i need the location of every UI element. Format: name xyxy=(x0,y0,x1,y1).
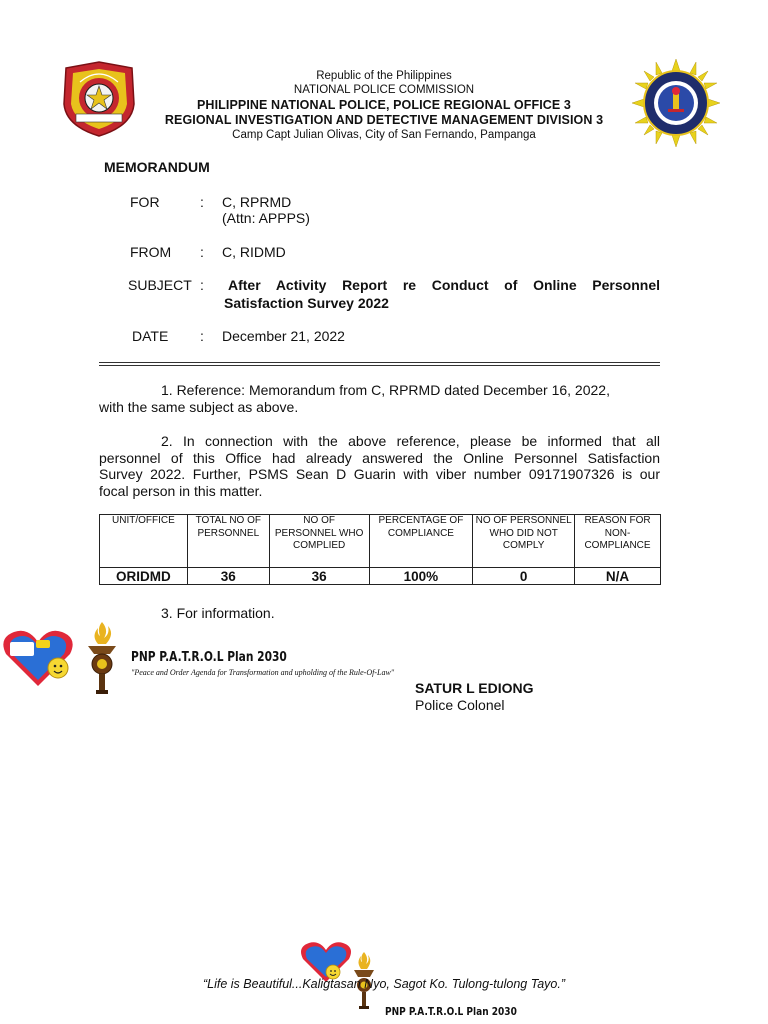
paragraph-2-line-1: 2. In connection with the above reference, please be informed that all xyxy=(161,433,660,449)
subject-line-2: Satisfaction Survey 2022 xyxy=(224,295,389,311)
pnp-seal-logo xyxy=(62,60,136,138)
paragraph-2-line-4: focal person in this matter. xyxy=(99,482,263,499)
header-republic: Republic of the Philippines xyxy=(316,70,452,82)
paragraph-1-line-2: with the same subject as above. xyxy=(99,398,299,415)
table-header-row xyxy=(100,515,661,568)
table-cell-unit: ORIDMD xyxy=(100,568,188,585)
subject-colon: : xyxy=(200,277,204,293)
torch-logo xyxy=(82,620,122,698)
table-cell-complied: 36 xyxy=(269,568,369,585)
subject-line-1: After Activity Report re Conduct of Online Personnel xyxy=(228,277,660,293)
paragraph-2-line-2: personnel of this Office had already answered the Online Personnel Satisfaction xyxy=(99,449,660,466)
table-cell-reason: N/A xyxy=(575,568,661,585)
for-attn: (Attn: APPPS) xyxy=(222,210,310,226)
divider-rule-top xyxy=(99,362,660,363)
table-header-cell: UNIT/OFFICE xyxy=(100,515,188,568)
from-colon: : xyxy=(200,244,204,260)
subject-label: SUBJECT xyxy=(128,277,192,293)
heart-mascot-icon xyxy=(2,628,74,688)
header-napolcom: NATIONAL POLICE COMMISSION xyxy=(293,84,475,96)
heart-mascot-logo xyxy=(2,628,74,688)
date-label: DATE xyxy=(132,328,169,344)
table-header-cell: PERCENTAGE OF COMPLIANCE xyxy=(369,515,473,568)
table-row xyxy=(100,568,661,585)
from-value: C, RIDMD xyxy=(222,244,286,260)
ridmd-seal-icon xyxy=(630,57,722,149)
table-cell-not-complied: 0 xyxy=(473,568,575,585)
footer-patrol-title: PNP P.A.T.R.O.L Plan 2030 xyxy=(385,1005,517,1018)
table-header-cell: NO OF PERSONNEL WHO DID NOT COMPLY xyxy=(473,515,575,568)
patrol-plan-title: PNP P.A.T.R.O.L Plan 2030 xyxy=(131,650,287,665)
ridmd-seal-logo xyxy=(630,57,722,149)
table-header-cell: TOTAL NO OF PERSONNEL xyxy=(187,515,269,568)
compliance-table xyxy=(99,514,661,585)
from-label: FROM xyxy=(130,244,172,260)
paragraph-2-line-3: Survey 2022. Further, PSMS Sean D Guarin with viber number 09171907326 is our xyxy=(99,466,660,482)
table-header-cell: REASON FOR NON-COMPLIANCE xyxy=(575,515,661,568)
header-pro3: PHILIPPINE NATIONAL POLICE, POLICE REGIONAL OFFICE 3 xyxy=(197,98,571,112)
patrol-plan-tagline: "Peace and Order Agenda for Transformation and upholding of the Rule-Of-Law" xyxy=(131,668,395,677)
paragraph-1 xyxy=(99,382,660,415)
paragraph-2 xyxy=(99,433,660,499)
for-value: C, RPRMD xyxy=(222,194,292,210)
torch-icon xyxy=(82,620,122,698)
for-colon: : xyxy=(200,194,204,210)
for-label: FOR xyxy=(130,194,160,210)
footer-quote: “Life is Beautiful...Kaligtasan Nyo, Sagot Ko. Tulong-tulong Tayo.” xyxy=(202,977,565,991)
paragraph-3: 3. For information. xyxy=(161,605,275,621)
table-cell-percentage: 100% xyxy=(369,568,473,585)
table-header-cell: NO OF PERSONNEL WHO COMPLIED xyxy=(269,515,369,568)
memo-title: MEMORANDUM xyxy=(104,159,210,175)
date-colon: : xyxy=(200,328,204,344)
signatory-name: SATUR L EDIONG xyxy=(415,680,534,696)
date-value: December 21, 2022 xyxy=(222,328,345,344)
header-address: Camp Capt Julian Olivas, City of San Fernando, Pampanga xyxy=(232,129,536,141)
table-cell-total: 36 xyxy=(187,568,269,585)
pnp-seal-icon xyxy=(62,60,136,138)
header-ridmd3: REGIONAL INVESTIGATION AND DETECTIVE MANAGEMENT DIVISION 3 xyxy=(164,113,604,127)
paragraph-1-line-1: 1. Reference: Memorandum from C, RPRMD dated December 16, 2022, xyxy=(161,382,610,398)
signatory-rank: Police Colonel xyxy=(415,697,505,713)
divider-rule-bottom xyxy=(99,365,660,366)
